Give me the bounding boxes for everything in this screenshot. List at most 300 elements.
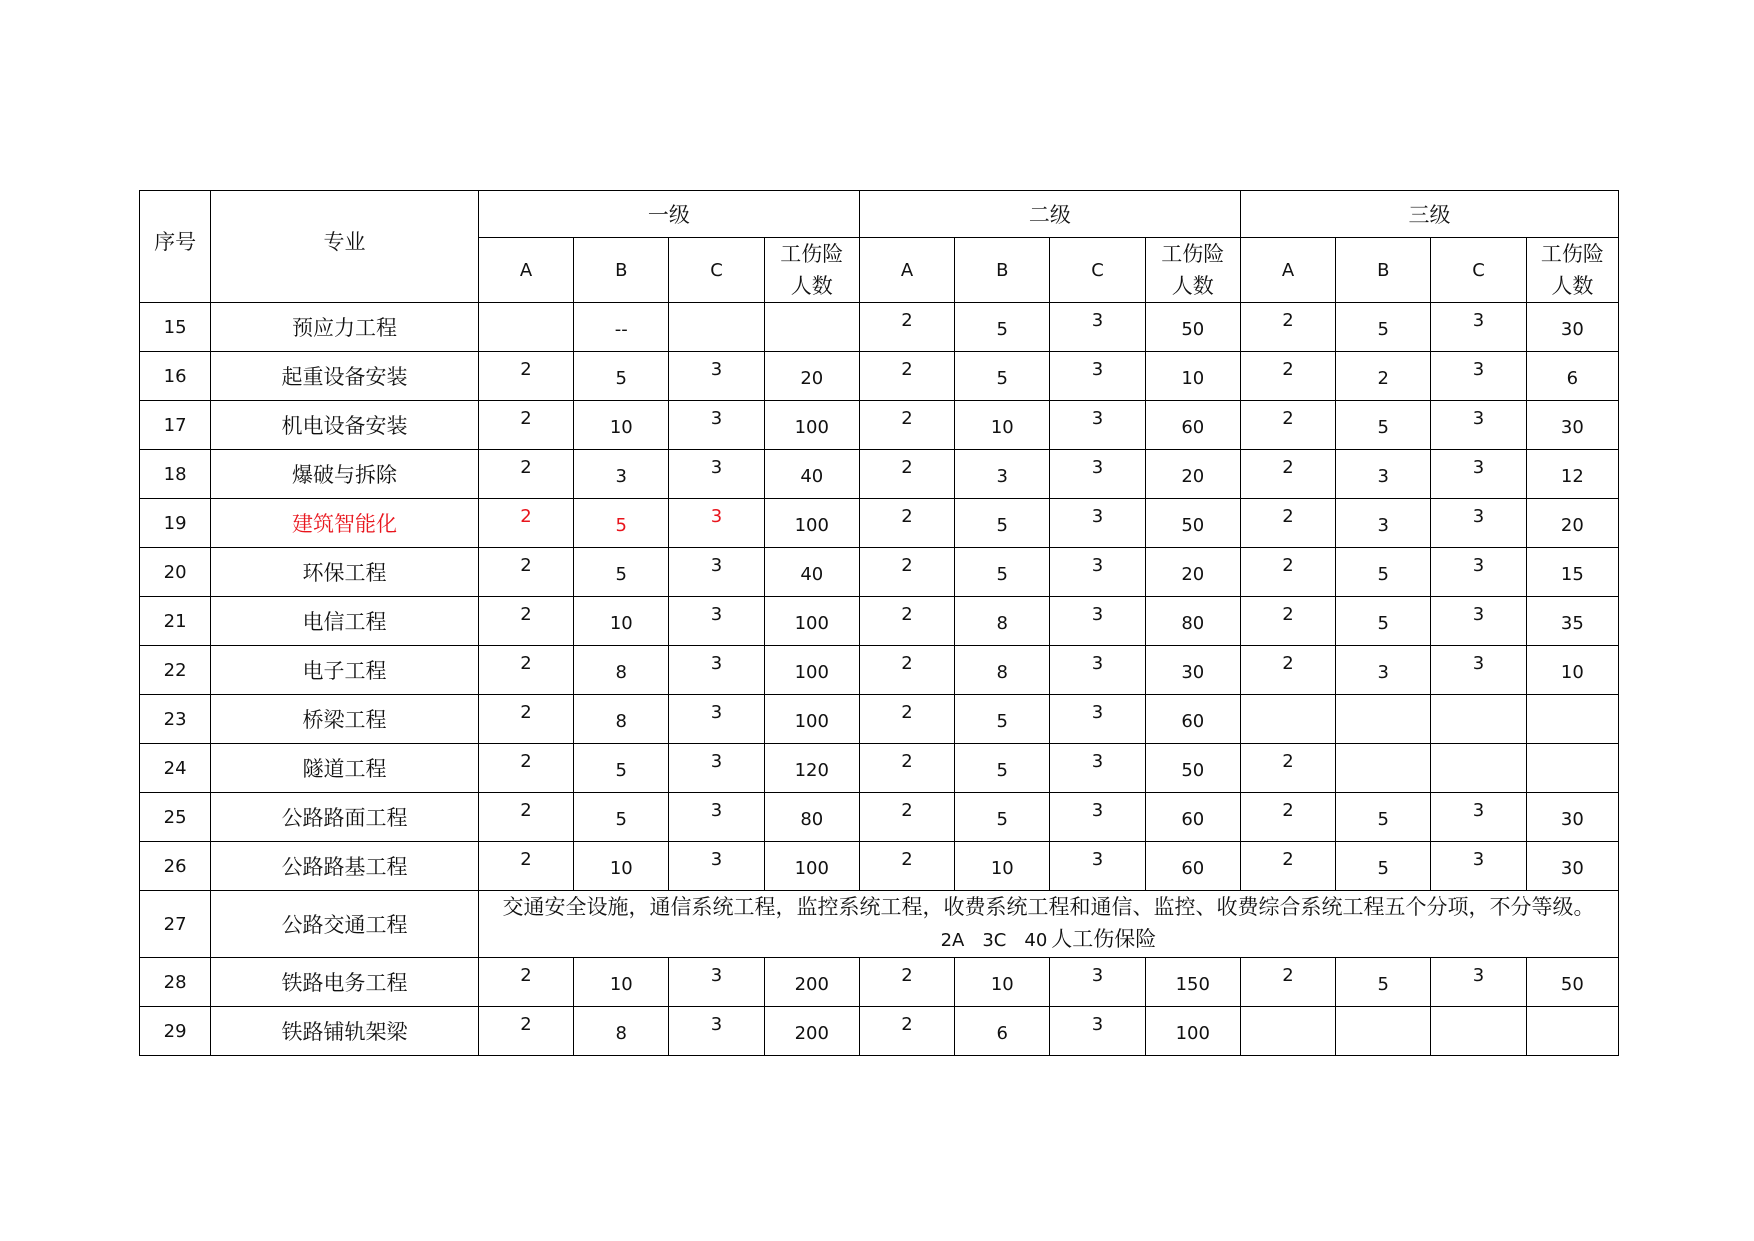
- row-value: [955, 842, 1050, 891]
- row-value-text: 3: [1091, 750, 1104, 772]
- row-value: [859, 352, 954, 401]
- row-value-text: 80: [1181, 612, 1205, 634]
- row-value: [1145, 499, 1240, 548]
- row-value: [669, 744, 764, 793]
- row-value-text: 3: [1472, 456, 1485, 478]
- row-value-text: 200: [794, 1022, 829, 1044]
- row-value: [764, 548, 859, 597]
- row-value-text: 8: [996, 661, 1008, 683]
- row-value-text: 2: [901, 456, 913, 478]
- row-value: [955, 1007, 1050, 1056]
- row-value-text: 50: [1181, 318, 1205, 340]
- row-value-text: 50: [1560, 973, 1584, 995]
- header-sub-b: B: [574, 238, 669, 303]
- header-seq-label: 序号: [154, 229, 197, 254]
- row-value: [1240, 646, 1335, 695]
- row-value: [1240, 401, 1335, 450]
- row-value: [478, 646, 573, 695]
- row-value: [1526, 450, 1618, 499]
- row-value: [764, 352, 859, 401]
- header-sub-a: A: [478, 238, 573, 303]
- row-value: [955, 597, 1050, 646]
- row-value: [1240, 1007, 1335, 1056]
- row-value: [478, 303, 573, 352]
- row-value-text: 200: [794, 973, 829, 995]
- row-value: [1050, 303, 1145, 352]
- row-value: [669, 401, 764, 450]
- row-value: [669, 1007, 764, 1056]
- row-major: 建筑智能化: [211, 499, 479, 548]
- row-value: [859, 646, 954, 695]
- row-value: [764, 842, 859, 891]
- row-value-text: 10: [609, 857, 633, 879]
- row-value: [1050, 1007, 1145, 1056]
- row-value: [1050, 352, 1145, 401]
- row-value: [1336, 303, 1431, 352]
- row-value: [1145, 695, 1240, 744]
- row-value: [859, 793, 954, 842]
- row-value: [764, 695, 859, 744]
- row-value-text: 35: [1560, 612, 1584, 634]
- row-value: [1145, 450, 1240, 499]
- row-major: 电信工程: [211, 597, 479, 646]
- row-value-text: 2: [901, 358, 913, 380]
- row-value: [574, 450, 669, 499]
- row-value: [764, 793, 859, 842]
- row-value: [1336, 842, 1431, 891]
- row-value-text: 60: [1181, 710, 1205, 732]
- row-value: [955, 303, 1050, 352]
- row-value-text: 2: [901, 309, 913, 331]
- row-value: [1431, 744, 1526, 793]
- row-value: [1431, 646, 1526, 695]
- row-value: [1336, 695, 1431, 744]
- row-value: [669, 352, 764, 401]
- row-value: [1526, 958, 1618, 1007]
- row-value-text: 3: [615, 465, 627, 487]
- row-value-text: 2: [901, 1013, 913, 1035]
- row-value: [1145, 401, 1240, 450]
- table-row: [140, 1007, 1619, 1056]
- row-value-text: 2: [901, 799, 913, 821]
- row-value: [1431, 958, 1526, 1007]
- row-value-text: 3: [1472, 358, 1485, 380]
- row-value-text: 100: [794, 416, 829, 438]
- row-value-text: 2: [520, 1013, 532, 1035]
- row-value: [1526, 793, 1618, 842]
- row-seq: 23: [140, 695, 211, 744]
- row-value-text: 2: [520, 848, 532, 870]
- row-value: [1526, 401, 1618, 450]
- row-value: [955, 958, 1050, 1007]
- row-value-text: 5: [1377, 808, 1389, 830]
- row-value-text: 10: [990, 857, 1014, 879]
- row-value: [669, 499, 764, 548]
- row-value: [1050, 793, 1145, 842]
- row-value-text: 5: [996, 367, 1008, 389]
- row-value-text: 5: [996, 563, 1008, 585]
- row-value-text: 5: [996, 808, 1008, 830]
- row-value-text: 3: [1472, 799, 1485, 821]
- row-note: [478, 891, 1618, 958]
- row-value-text: 30: [1560, 808, 1584, 830]
- row-value-text: 3: [1091, 358, 1104, 380]
- row-value: [1145, 1007, 1240, 1056]
- row-value-text: 40: [800, 465, 824, 487]
- row-value: [1145, 597, 1240, 646]
- row-value-text: 10: [609, 973, 633, 995]
- row-value: [1431, 401, 1526, 450]
- row-value: [1050, 842, 1145, 891]
- note-line-1: 交通安全设施，通信系统工程，监控系统工程，收费系统工程和通信、监控、收费综合系统工程五个分项，不分等级。: [502, 895, 1595, 919]
- row-major: 隧道工程: [211, 744, 479, 793]
- row-value-text: 3: [710, 1013, 723, 1035]
- row-value-text: 2: [1282, 456, 1294, 478]
- row-value: [955, 695, 1050, 744]
- row-value-text: 2: [1282, 652, 1294, 674]
- row-value: [1431, 842, 1526, 891]
- row-value: [859, 842, 954, 891]
- row-value: [1240, 303, 1335, 352]
- row-value-text: 2: [1282, 750, 1294, 772]
- row-value: [859, 597, 954, 646]
- note-line-2-codes: 2A 3C 40: [940, 930, 1048, 951]
- row-value-text: 3: [1472, 964, 1485, 986]
- row-value-text: 12: [1560, 465, 1584, 487]
- row-value-text: 5: [1377, 612, 1389, 634]
- note-line-2-text: 人工伤保险: [1051, 927, 1157, 951]
- table-row: [140, 450, 1619, 499]
- row-value-text: 3: [710, 603, 723, 625]
- row-seq: 16: [140, 352, 211, 401]
- row-value: [955, 352, 1050, 401]
- row-value: [478, 793, 573, 842]
- row-value-text: 5: [615, 514, 627, 536]
- row-value-text: 100: [794, 612, 829, 634]
- row-value-text: 10: [609, 612, 633, 634]
- row-value-text: 20: [1560, 514, 1584, 536]
- row-value: [955, 793, 1050, 842]
- row-value-text: 3: [1091, 407, 1104, 429]
- row-value: [1526, 646, 1618, 695]
- row-major: 预应力工程: [211, 303, 479, 352]
- row-value-text: 30: [1560, 857, 1584, 879]
- row-value: [1431, 597, 1526, 646]
- row-value-text: 3: [1377, 514, 1389, 536]
- row-value-text: 80: [800, 808, 824, 830]
- row-value-text: 100: [794, 857, 829, 879]
- row-value-text: 2: [520, 701, 532, 723]
- header-sub-insurance-label: 工伤险人数: [1161, 242, 1225, 298]
- row-major: 铁路铺轨架梁: [211, 1007, 479, 1056]
- row-value-text: 3: [1091, 1013, 1104, 1035]
- row-seq: 29: [140, 1007, 211, 1056]
- row-value: [1050, 450, 1145, 499]
- row-value-text: 2: [1282, 848, 1294, 870]
- row-seq: 22: [140, 646, 211, 695]
- table-row: [140, 352, 1619, 401]
- row-value: [859, 695, 954, 744]
- row-value: [669, 793, 764, 842]
- row-value: [1336, 401, 1431, 450]
- row-value: [1240, 842, 1335, 891]
- row-value: [955, 744, 1050, 793]
- row-value-text: 3: [710, 701, 723, 723]
- row-value-text: 3: [710, 505, 723, 527]
- row-value-text: 2: [1282, 603, 1294, 625]
- row-value-text: 2: [520, 407, 532, 429]
- row-value: [764, 450, 859, 499]
- row-value: [764, 646, 859, 695]
- header-level-1: 一级: [478, 191, 859, 238]
- qualification-table: [139, 190, 1619, 1056]
- row-value-text: 8: [615, 1022, 627, 1044]
- row-seq: 26: [140, 842, 211, 891]
- row-value: [1050, 597, 1145, 646]
- row-value: [478, 450, 573, 499]
- row-value-text: 10: [1181, 367, 1205, 389]
- table-row: [140, 499, 1619, 548]
- row-value-text: 5: [996, 514, 1008, 536]
- header-sub-c: C: [669, 238, 764, 303]
- row-value: [669, 303, 764, 352]
- row-value: [1050, 548, 1145, 597]
- row-major: 公路路面工程: [211, 793, 479, 842]
- row-seq: 15: [140, 303, 211, 352]
- row-value: [478, 597, 573, 646]
- row-seq: 18: [140, 450, 211, 499]
- row-value-text: 3: [1377, 465, 1389, 487]
- row-value-text: 50: [1181, 514, 1205, 536]
- row-value-text: 5: [615, 367, 627, 389]
- row-value-text: 2: [901, 701, 913, 723]
- row-value-text: 10: [990, 973, 1014, 995]
- row-value: [1336, 1007, 1431, 1056]
- row-value: [1336, 793, 1431, 842]
- row-value: [1336, 744, 1431, 793]
- row-value-text: 10: [1560, 661, 1584, 683]
- row-value-text: 5: [1377, 318, 1389, 340]
- row-value: [1145, 958, 1240, 1007]
- row-value: [1431, 499, 1526, 548]
- row-value-text: 3: [710, 750, 723, 772]
- row-value: [574, 744, 669, 793]
- row-value: [1145, 303, 1240, 352]
- header-sub-insurance: [764, 238, 859, 303]
- row-value-text: 3: [710, 407, 723, 429]
- row-value-text: 2: [901, 554, 913, 576]
- row-value-text: 5: [615, 759, 627, 781]
- row-value: [1050, 958, 1145, 1007]
- row-value-text: 20: [800, 367, 824, 389]
- header-row-levels: [140, 191, 1619, 238]
- row-value: [1526, 744, 1618, 793]
- row-value: [1240, 450, 1335, 499]
- row-value-text: 2: [901, 407, 913, 429]
- row-value-text: 20: [1181, 465, 1205, 487]
- row-value-text: 100: [1175, 1022, 1210, 1044]
- row-value-text: 60: [1181, 416, 1205, 438]
- row-value: [1431, 695, 1526, 744]
- row-seq: 19: [140, 499, 211, 548]
- row-value-text: 15: [1560, 563, 1584, 585]
- row-value-text: 2: [901, 652, 913, 674]
- row-value-text: 2: [901, 505, 913, 527]
- row-value: [1050, 744, 1145, 793]
- row-major: 铁路电务工程: [211, 958, 479, 1007]
- row-value: [1431, 548, 1526, 597]
- row-value: [1336, 646, 1431, 695]
- row-value: [1526, 352, 1618, 401]
- row-value-text: 100: [794, 514, 829, 536]
- row-value-text: 5: [1377, 563, 1389, 585]
- row-value: [669, 842, 764, 891]
- row-value-text: 60: [1181, 808, 1205, 830]
- row-value: [478, 352, 573, 401]
- row-value-text: 3: [1472, 848, 1485, 870]
- row-value-text: 3: [1091, 309, 1104, 331]
- row-value: [574, 499, 669, 548]
- row-value: [859, 450, 954, 499]
- row-value-text: 2: [1282, 309, 1294, 331]
- row-value-text: 3: [710, 799, 723, 821]
- row-value: [669, 548, 764, 597]
- header-sub-a: A: [859, 238, 954, 303]
- table-row: [140, 958, 1619, 1007]
- row-value: [1240, 548, 1335, 597]
- row-value-text: 3: [710, 848, 723, 870]
- row-value: [1431, 793, 1526, 842]
- row-value: [1145, 352, 1240, 401]
- row-value: [1526, 597, 1618, 646]
- row-value: [478, 842, 573, 891]
- row-value-text: 5: [1377, 857, 1389, 879]
- table-row: [140, 401, 1619, 450]
- row-value-text: 2: [1377, 367, 1389, 389]
- header-level-2: 二级: [859, 191, 1240, 238]
- row-value: [955, 499, 1050, 548]
- row-value: [859, 303, 954, 352]
- row-value: [1240, 958, 1335, 1007]
- table-row: [140, 303, 1619, 352]
- row-value-text: 5: [996, 710, 1008, 732]
- row-value-text: 30: [1560, 416, 1584, 438]
- row-value: [859, 548, 954, 597]
- row-value: [1336, 352, 1431, 401]
- row-value-text: 100: [794, 710, 829, 732]
- header-level-3: 三级: [1240, 191, 1618, 238]
- row-seq: 25: [140, 793, 211, 842]
- row-value: [1240, 499, 1335, 548]
- header-sub-c: C: [1050, 238, 1145, 303]
- row-value-text: 3: [710, 964, 723, 986]
- row-value-text: 3: [1472, 309, 1485, 331]
- row-value: [955, 646, 1050, 695]
- row-value-text: 3: [1091, 701, 1104, 723]
- row-seq: 17: [140, 401, 211, 450]
- row-value: [955, 450, 1050, 499]
- row-value: [1431, 1007, 1526, 1056]
- row-value: [478, 695, 573, 744]
- row-value-text: 100: [794, 661, 829, 683]
- row-value-text: 2: [520, 750, 532, 772]
- row-value: [574, 352, 669, 401]
- row-value-text: 8: [615, 661, 627, 683]
- note-line-2: [479, 923, 1618, 957]
- row-value-text: 3: [1472, 407, 1485, 429]
- row-value: [574, 597, 669, 646]
- row-value-text: 3: [1091, 505, 1104, 527]
- table-row: [140, 597, 1619, 646]
- header-sub-insurance: [1145, 238, 1240, 303]
- table-row: [140, 793, 1619, 842]
- row-value-text: 5: [615, 808, 627, 830]
- row-value: [859, 958, 954, 1007]
- row-value: [859, 744, 954, 793]
- row-value: [1050, 646, 1145, 695]
- row-value-text: 10: [609, 416, 633, 438]
- row-value: [478, 401, 573, 450]
- row-value-text: 30: [1560, 318, 1584, 340]
- row-value-text: 8: [996, 612, 1008, 634]
- row-value-text: 2: [520, 603, 532, 625]
- row-value: [1240, 597, 1335, 646]
- row-value-text: 2: [520, 652, 532, 674]
- row-value: [574, 1007, 669, 1056]
- header-sub-a: A: [1240, 238, 1335, 303]
- row-value-text: 3: [996, 465, 1008, 487]
- row-value: [859, 1007, 954, 1056]
- row-major: 起重设备安装: [211, 352, 479, 401]
- row-major: 桥梁工程: [211, 695, 479, 744]
- row-value: [859, 499, 954, 548]
- header-major: [211, 191, 479, 303]
- row-value: [669, 450, 764, 499]
- row-value-text: 120: [794, 759, 829, 781]
- row-value: [1145, 793, 1240, 842]
- row-value: [1336, 958, 1431, 1007]
- table-row: [140, 695, 1619, 744]
- row-value: [478, 499, 573, 548]
- header-sub-insurance-label: 工伤险人数: [1540, 242, 1604, 298]
- row-value-text: 2: [1282, 799, 1294, 821]
- row-value-text: 3: [1091, 456, 1104, 478]
- row-value-text: 5: [996, 318, 1008, 340]
- row-value: [1050, 695, 1145, 744]
- row-value-text: 2: [520, 358, 532, 380]
- row-value: [764, 744, 859, 793]
- row-value: [574, 303, 669, 352]
- table-body: [140, 191, 1619, 1056]
- row-value: [1050, 499, 1145, 548]
- row-value: [955, 401, 1050, 450]
- row-value: [574, 548, 669, 597]
- row-value-text: 150: [1175, 973, 1210, 995]
- row-value: [1050, 401, 1145, 450]
- table-row: [140, 842, 1619, 891]
- row-value: [574, 958, 669, 1007]
- row-seq: 27: [140, 891, 211, 958]
- row-value: [1145, 842, 1240, 891]
- row-value-text: 30: [1181, 661, 1205, 683]
- row-value-text: 3: [1091, 799, 1104, 821]
- row-value: [1145, 548, 1240, 597]
- header-sub-b: B: [955, 238, 1050, 303]
- row-value-text: 2: [901, 964, 913, 986]
- row-value: [574, 842, 669, 891]
- header-sub-b: B: [1336, 238, 1431, 303]
- row-value: [478, 744, 573, 793]
